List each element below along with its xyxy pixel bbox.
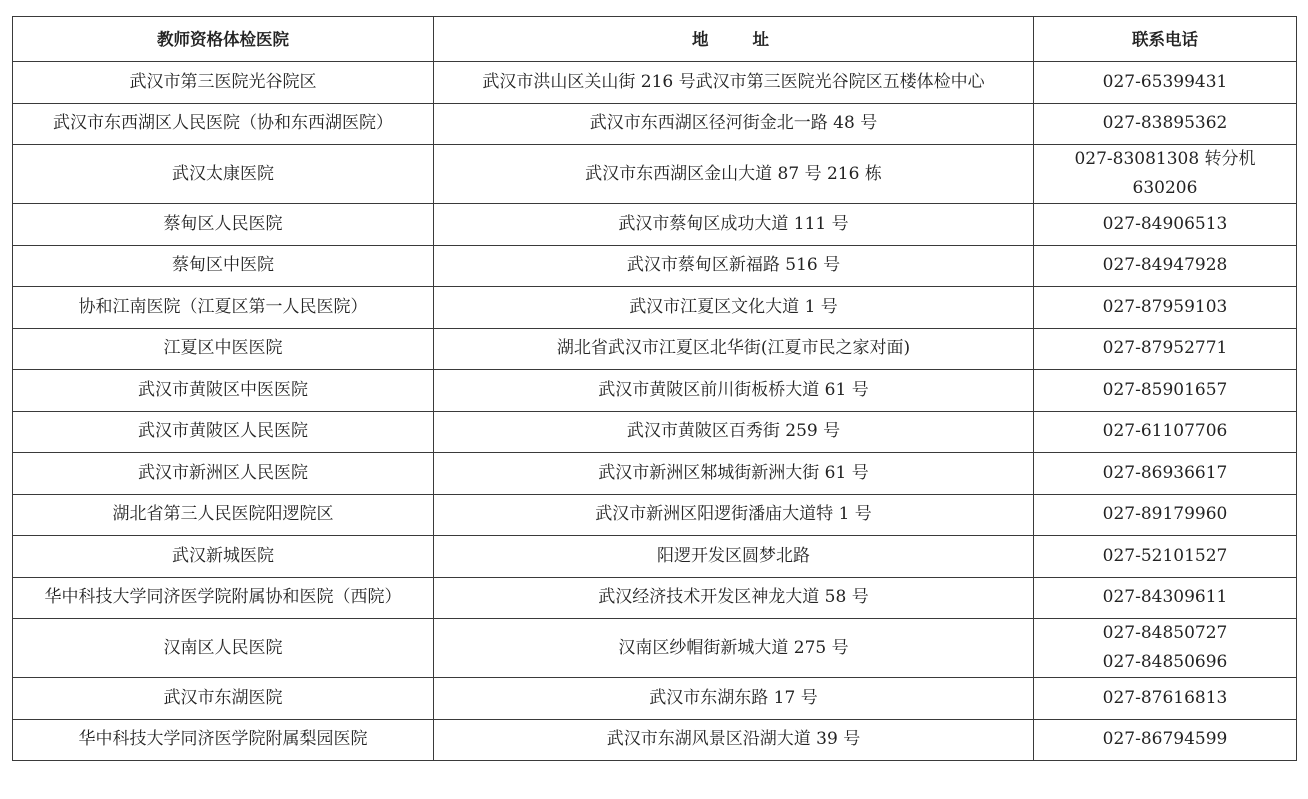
table-row [13, 494, 1297, 536]
phone-cell [1034, 204, 1297, 246]
phone-cell [1034, 287, 1297, 329]
phone-cell [1034, 678, 1297, 720]
hospital-cell: 江夏区中医医院 [13, 328, 434, 370]
table-row [13, 411, 1297, 453]
phone-cell [1034, 536, 1297, 578]
table-row [13, 719, 1297, 761]
phone-number: 027-86794599 [1102, 729, 1228, 750]
table-body [13, 62, 1297, 761]
phone-cell [1034, 62, 1297, 104]
hospital-cell: 蔡甸区人民医院 [13, 204, 434, 246]
table-row [13, 370, 1297, 412]
address-cell: 武汉市黄陂区百秀街 259 号 [434, 411, 1034, 453]
address-cell: 武汉市江夏区文化大道 1 号 [434, 287, 1034, 329]
hospital-cell: 蔡甸区中医院 [13, 245, 434, 287]
phone-number: 027-87959103 [1102, 296, 1228, 317]
phone-number: 027-85901657 [1102, 379, 1228, 400]
hospital-cell: 武汉市黄陂区中医医院 [13, 370, 434, 412]
hospital-cell: 武汉新城医院 [13, 536, 434, 578]
phone-cell [1034, 245, 1297, 287]
header-address: 地址 [434, 17, 1034, 62]
phone-number: 027-84850727 [1102, 623, 1228, 643]
table-row [13, 619, 1297, 678]
table-row [13, 577, 1297, 619]
phone-number: 027-89179960 [1102, 504, 1228, 525]
hospital-cell: 协和江南医院（江夏区第一人民医院） [13, 287, 434, 329]
phone-number: 027-65399431 [1102, 71, 1228, 92]
phone-number-secondary: 027-84850696 [1102, 652, 1228, 672]
phone-number: 027-86936617 [1102, 462, 1228, 483]
phone-cell [1034, 577, 1297, 619]
address-cell: 武汉市东湖东路 17 号 [434, 678, 1034, 720]
address-cell: 武汉市黄陂区前川街板桥大道 61 号 [434, 370, 1034, 412]
phone-number: 027-87952771 [1102, 338, 1228, 359]
address-cell: 湖北省武汉市江夏区北华街(江夏市民之家对面) [434, 328, 1034, 370]
phone-number: 027-61107706 [1102, 421, 1228, 442]
table-row [13, 62, 1297, 104]
table-row [13, 328, 1297, 370]
phone-cell [1034, 411, 1297, 453]
phone-number: 027-84906513 [1102, 213, 1228, 234]
table-header-row [13, 17, 1297, 62]
table-row [13, 287, 1297, 329]
phone-number: 027-84947928 [1102, 255, 1228, 276]
hospital-cell: 华中科技大学同济医学院附属梨园医院 [13, 719, 434, 761]
table-row [13, 245, 1297, 287]
address-cell: 汉南区纱帽街新城大道 275 号 [434, 619, 1034, 678]
hospital-cell: 武汉市东西湖区人民医院（协和东西湖医院） [13, 103, 434, 145]
address-cell: 武汉市东西湖区径河街金北一路 48 号 [434, 103, 1034, 145]
phone-number: 027-87616813 [1102, 687, 1228, 708]
hospital-cell: 武汉市新洲区人民医院 [13, 453, 434, 495]
address-cell: 武汉市蔡甸区新福路 516 号 [434, 245, 1034, 287]
address-cell: 武汉市蔡甸区成功大道 111 号 [434, 204, 1034, 246]
address-cell: 武汉市新洲区邾城街新洲大街 61 号 [434, 453, 1034, 495]
hospital-cell: 武汉市第三医院光谷院区 [13, 62, 434, 104]
address-cell: 武汉市洪山区关山街 216 号武汉市第三医院光谷院区五楼体检中心 [434, 62, 1034, 104]
table-row [13, 678, 1297, 720]
phone-number: 027-84309611 [1102, 587, 1228, 608]
hospital-cell: 湖北省第三人民医院阳逻院区 [13, 494, 434, 536]
header-hospital: 教师资格体检医院 [13, 17, 434, 62]
phone-cell [1034, 370, 1297, 412]
hospital-cell: 武汉市黄陂区人民医院 [13, 411, 434, 453]
table-row [13, 536, 1297, 578]
table-row [13, 103, 1297, 145]
phone-cell [1034, 328, 1297, 370]
address-cell: 武汉市新洲区阳逻街潘庙大道特 1 号 [434, 494, 1034, 536]
address-cell: 武汉市东湖风景区沿湖大道 39 号 [434, 719, 1034, 761]
hospital-cell: 武汉市东湖医院 [13, 678, 434, 720]
phone-cell [1034, 145, 1297, 204]
address-cell: 武汉经济技术开发区神龙大道 58 号 [434, 577, 1034, 619]
phone-number: 027-83081308 转分机 [1074, 149, 1256, 169]
phone-cell [1034, 719, 1297, 761]
phone-extension: 630206 [1132, 178, 1198, 198]
hospital-table [12, 16, 1297, 761]
table-row [13, 453, 1297, 495]
table-row [13, 204, 1297, 246]
address-cell: 阳逻开发区圆梦北路 [434, 536, 1034, 578]
phone-cell [1034, 103, 1297, 145]
hospital-table-container [12, 16, 1296, 761]
phone-number: 027-52101527 [1102, 545, 1228, 566]
table-row [13, 145, 1297, 204]
phone-number: 027-83895362 [1102, 113, 1228, 134]
hospital-cell: 武汉太康医院 [13, 145, 434, 204]
address-cell: 武汉市东西湖区金山大道 87 号 216 栋 [434, 145, 1034, 204]
hospital-cell: 汉南区人民医院 [13, 619, 434, 678]
phone-cell [1034, 453, 1297, 495]
header-phone: 联系电话 [1034, 17, 1297, 62]
phone-cell [1034, 494, 1297, 536]
hospital-cell: 华中科技大学同济医学院附属协和医院（西院） [13, 577, 434, 619]
phone-cell [1034, 619, 1297, 678]
